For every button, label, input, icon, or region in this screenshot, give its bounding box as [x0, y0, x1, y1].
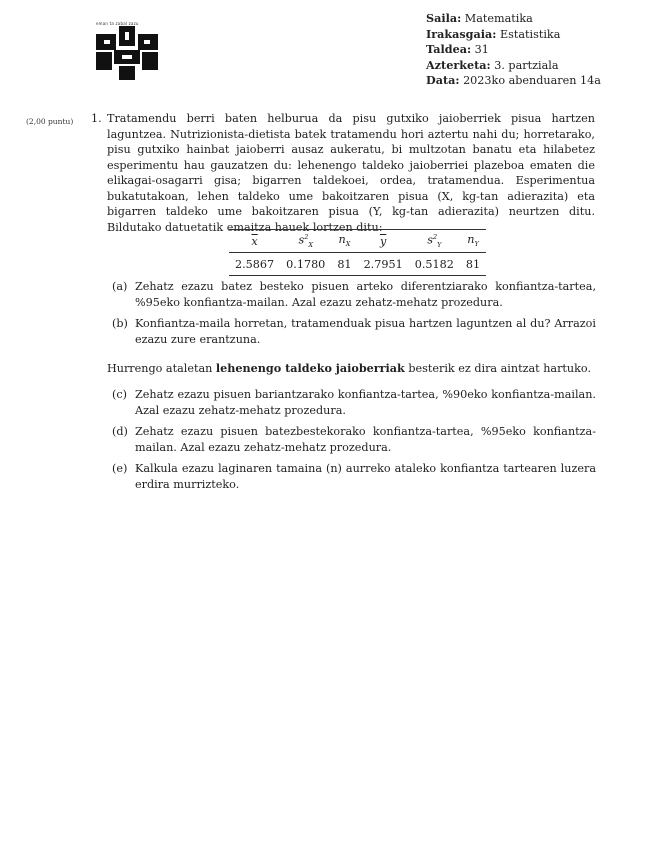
table-cell: 2.7951 [358, 253, 409, 276]
header-n-y: $n_Y$ [460, 230, 486, 253]
university-logo-icon [92, 20, 162, 82]
statistics-value-row [229, 253, 486, 276]
subset-note: Hurrengo ataletan lehenengo taldeko jaioberriak besterik ez dira aintzat hartuko. [107, 361, 592, 375]
question-number: 1. [91, 112, 102, 125]
statistics-table [229, 229, 486, 276]
table-cell: 81 [460, 253, 486, 276]
header-mean-y: $\overline{y}$ [358, 230, 409, 253]
header-row-group: Taldea: 31 [426, 42, 489, 56]
table-cell: 81 [331, 253, 357, 276]
question-intro: Tratamendu berri baten helburua da pisu gutxiko jaioberriek pisua hartzen laguntzea. Nutrizionista-dietista batek tratamendu hori aztertu nahi du; horretarako, pisu gutxiko hainbat jaioberri ausaz aukeratu, bi multzotan banatu eta hilabetez esperimentu hau gauzatzen du: lehenengo taldeko jaioberriei plazeboa ematen die elikagai-osagarri gisa; bigarren taldekoei, ordea, tratamendua. Esperimentua bukatutakoan, lehen taldeko ume bakoitzaren pisua (X, kg-tan adierazita) eta bigarren taldeko ume bakoitzaren pisua (Y, kg-tan adierazita) neurtzen ditu. Bildutako datuetatik emaitza hauek lortzen ditu: [107, 112, 595, 234]
header-n-x: $n_X$ [331, 230, 357, 253]
table-cell: 0.1780 [280, 253, 331, 276]
table-cell: 0.5182 [409, 253, 460, 276]
subquestions-part-one [112, 279, 596, 353]
subquestion-c: (c) Zehatz ezazu pisuen bariantzarako konfiantza-tartea, %90eko konfiantza-mailan. Azal ezazu zehatz-mehatz prozedura. [112, 388, 596, 417]
subquestion-b: (b) Konfiantza-maila horretan, tratamenduak pisua hartzen laguntzen al du? Arrazoi ezazu zure erantzuna. [112, 317, 596, 346]
subquestion-e: (e) Kalkula ezazu laginaren tamaina (n) aurreko ataleko konfiantza tartearen luzera erdira murrizteko. [112, 462, 596, 491]
header-row-subject: Irakasgaia: Estatistika [426, 26, 561, 41]
header-row-exam: Azterketa: 3. partziala [426, 57, 559, 72]
header-row-date: Data: 2023ko abenduaren 14a [426, 73, 601, 87]
header-mean-x: $\overline{x}$ [229, 230, 280, 253]
exam-header [426, 11, 601, 89]
header-var-y: $s^2_Y$ [409, 230, 460, 253]
question-points: (2,00 puntu) [26, 117, 74, 126]
logo-motto: eman ta zabal zazu [96, 21, 139, 26]
header-var-x: $s^2_X$ [280, 230, 331, 253]
subquestion-d: (d) Zehatz ezazu pisuen batezbestekorako konfiantza-tartea, %95eko konfiantza-mailan. Azal ezazu zehatz-mehatz prozedura. [112, 425, 596, 454]
table-cell: 2.5867 [229, 253, 280, 276]
statistics-header-row [229, 230, 486, 253]
header-row-department: Saila: Matematika [426, 11, 533, 25]
subquestion-a: (a) Zehatz ezazu batez besteko pisuen arteko diferentziarako konfiantza-tartea, %95eko konfiantza-mailan. Azal ezazu zehatz-mehatz prozedura. [112, 280, 596, 309]
subquestions-part-two [112, 387, 596, 498]
